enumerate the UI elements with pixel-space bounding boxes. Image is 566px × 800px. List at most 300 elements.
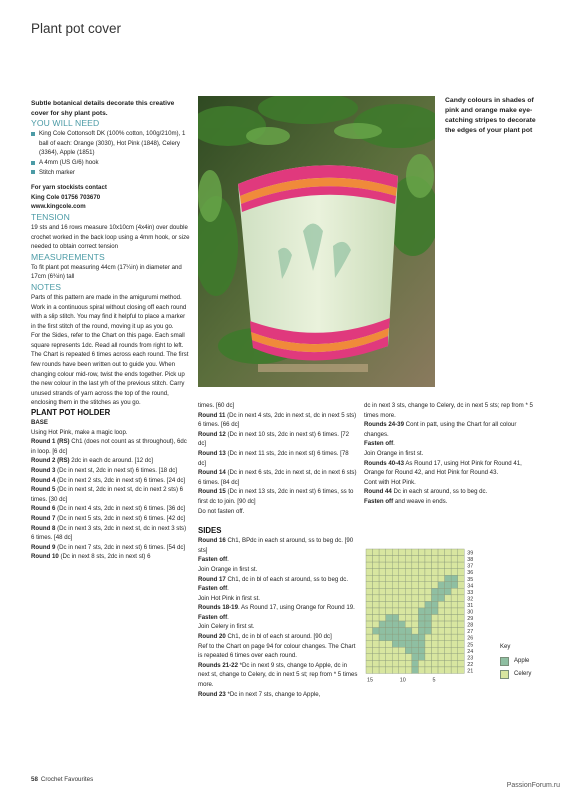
chart-cell [366,667,373,674]
notes-paragraph: Parts of this pattern are made in the amigurumi method. Work in a continuous spiral without closing off each round with a slip stitch. You may find it helpful to place a marker in the first stitch of the round, moving it up as you go. [31,293,187,330]
chart-cell [425,615,432,622]
colour-chart [365,548,500,693]
chart-cell [445,562,452,569]
chart-cell [432,654,439,661]
chart-cell [379,549,386,556]
chart-cell [418,569,425,576]
chart-cell [373,615,380,622]
round-text: . [227,613,229,621]
chart-cell [399,654,406,661]
chart-cell [445,608,452,615]
chart-cell [438,667,445,674]
chart-cell [451,621,458,628]
chart-cell [366,595,373,602]
chart-cell [418,562,425,569]
round-label: Round 12 [198,430,226,438]
chart-cell [373,641,380,648]
chart-cell [373,575,380,582]
notes-heading: NOTES [31,281,62,292]
chart-cell [432,575,439,582]
chart-cell [399,647,406,654]
chart-cell [373,654,380,661]
chart-cell [366,575,373,582]
round-text: Ref to the Chart on page 94 for colour changes. The Chart is repeated 6 times over each round. [198,642,356,660]
y-tick-label: 25 [467,642,474,649]
legend-item [500,670,531,679]
round-label: Rounds 24-39 [364,421,404,429]
legend-swatch [500,670,509,679]
chart-cell [438,562,445,569]
round-label: Round 23 [198,690,226,698]
chart-cell [418,641,425,648]
chart-cell [366,608,373,615]
chart-cell [418,582,425,589]
y-tick-label: 34 [467,583,474,590]
chart-cell [438,621,445,628]
chart-cell [438,582,445,589]
chart-cell [451,549,458,556]
chart-cell [373,569,380,576]
chart-cell [386,556,393,563]
x-tick-label: 15 [367,677,373,684]
chart-cell [405,641,412,648]
chart-cell [425,569,432,576]
chart-cell [438,549,445,556]
chart-cell [432,582,439,589]
base-label: BASE [31,419,48,427]
chart-cell [392,569,399,576]
chart-cell [399,582,406,589]
round-label: Rounds 40-43 [364,459,404,467]
chart-grid [365,548,500,688]
chart-cell [366,549,373,556]
chart-cell [373,601,380,608]
chart-cell [445,595,452,602]
left-column [31,99,191,562]
right-column [364,401,536,507]
chart-cell [451,654,458,661]
chart-cell [412,556,419,563]
chart-cell [373,556,380,563]
chart-cell [392,549,399,556]
photo-illustration [198,96,435,387]
chart-cell [392,582,399,589]
chart-cell [373,608,380,615]
chart-cell [405,667,412,674]
chart-cell [425,556,432,563]
chart-cell [379,582,386,589]
chart-cell [366,615,373,622]
chart-cell [412,562,419,569]
measurements-text: To fit plant pot measuring 44cm (17¼in) in diameter and 17cm (6¾in) tall [31,263,182,281]
chart-cell [425,647,432,654]
chart-cell [458,628,465,635]
y-tick-label: 38 [467,557,474,564]
chart-cell [405,569,412,576]
intro-text: Subtle botanical details decorate this creative cover for shy plant pots. [31,100,175,117]
chart-cell [438,654,445,661]
chart-cell [373,588,380,595]
chart-cell [405,588,412,595]
chart-cell [412,654,419,661]
chart-cell [412,667,419,674]
pattern-round [198,536,358,555]
chart-cell [405,647,412,654]
round-text: . As Round 17, using Orange for Round 19. [237,604,355,612]
chart-cell [386,654,393,661]
chart-cell [432,608,439,615]
pattern-round [31,514,191,524]
chart-cell [445,628,452,635]
base-rounds [31,437,191,562]
chart-cell [412,608,419,615]
round-label: Round 16 [198,537,226,545]
list-item [31,168,191,178]
chart-cell [399,556,406,563]
chart-cell [432,621,439,628]
chart-cell [399,549,406,556]
round-label: Round 13 [198,449,226,457]
chart-cell [399,615,406,622]
notes-paragraph: For the Sides, refer to the Chart on this page. Each small square represents 1dc. Read all rounds from right to left. The Chart is repeated 6 times across each round. The first few rounds have been written out to guide you. When changing colour mid-row, twist the ends together. Pick up the new colour in the last yrh of the previous stitch. Carry unused strands of yarn across the top of the round, enclosing them in the stitches as you go. [31,332,189,407]
round-text: Ch1 (does not count as st throughout), 6dc in loop. [6 dc] [31,438,187,455]
pattern-round [198,642,358,661]
pattern-round [31,466,191,476]
chart-cell [405,621,412,628]
round-text: and weave in ends. [393,497,448,505]
chart-cell [438,641,445,648]
chart-cell [399,595,406,602]
round-text: Join Hot Pink in first st. [198,594,260,602]
chart-cell [386,562,393,569]
legend-label: Celery [514,671,532,677]
pattern-round [198,603,358,613]
rounds-list [198,411,358,507]
chart-cell [438,660,445,667]
chart-cell [418,601,425,608]
chart-cell [386,582,393,589]
chart-cell [405,595,412,602]
y-tick-label: 29 [467,616,474,623]
chart-cell [392,601,399,608]
legend-title: Key [500,644,511,650]
chart-cell [432,588,439,595]
chart-cell [432,641,439,648]
chart-cell [379,569,386,576]
tension-heading: TENSION [31,211,70,222]
round-label: Round 17 [198,575,226,583]
no-fasten-text: Do not fasten off. [198,507,245,515]
watermark: PassionForum.ru [506,782,560,789]
chart-cell [418,575,425,582]
round-text: Dc in each st around, ss to beg dc. [391,488,488,496]
pattern-round [198,411,358,430]
chart-cell [418,608,425,615]
round-label: Round 3 [31,467,56,474]
y-tick-label: 33 [467,589,474,596]
chart-cell [386,608,393,615]
chart-cell [425,667,432,674]
round-text: (Dc in next 4 sts, 2dc in next st, dc in next 5 sts) 6 times. [66 dc] [198,411,357,429]
chart-cell [405,660,412,667]
round-text: *Dc in next 9 sts, change to Apple, dc in next st, change to Celery, dc in next 5 st; rep from * 5 times more. [198,661,358,689]
chart-cell [366,556,373,563]
round-label: Round 15 [198,488,226,496]
legend-swatch [500,657,509,666]
chart-cell [386,660,393,667]
round-label: Fasten off [364,440,394,448]
chart-cell [392,628,399,635]
chart-cell [366,634,373,641]
y-tick-label: 24 [467,648,474,655]
sides-heading: SIDES [198,526,222,536]
legend-label: Apple [514,658,530,664]
round-text: Join Orange in first st. [198,565,258,573]
chart-cell [379,615,386,622]
pattern-round [364,449,536,459]
pattern-round [364,420,536,439]
chart-cell [432,615,439,622]
chart-cell [451,595,458,602]
round-text: . [227,556,229,564]
list-item-text: Stitch marker [39,168,75,176]
chart-cell [366,621,373,628]
y-tick-label: 35 [467,576,474,583]
round-text: Join Orange in first st. [364,449,424,457]
chart-cell [399,628,406,635]
chart-cell [412,569,419,576]
chart-cell [399,667,406,674]
chart-cell [392,647,399,654]
chart-cell [399,569,406,576]
chart-cell [412,601,419,608]
chart-cell [379,628,386,635]
chart-cell [418,628,425,635]
stockists-link[interactable]: www.kingcole.com [31,203,86,211]
chart-cell [412,615,419,622]
chart-cell [438,575,445,582]
chart-cell [399,608,406,615]
chart-cell [412,575,419,582]
chart-legend [500,643,531,679]
chart-cell [438,608,445,615]
round-text: Ch1, dc in bl of each st around, ss to beg dc. [225,575,349,583]
chart-cell [366,588,373,595]
chart-cell [373,660,380,667]
chart-cell [418,549,425,556]
chart-cell [445,556,452,563]
y-tick-label: 23 [467,655,474,662]
pattern-round [364,487,536,497]
pattern-round [31,524,191,543]
round-text: (Dc in next 4 sts, 2dc in next st) 6 times. [36 dc] [55,505,186,513]
chart-cell [438,601,445,608]
chart-cell [392,575,399,582]
chart-cell [458,595,465,602]
round-text: (Dc in next 7 sts, 2dc in next st) 6 times. [54 dc] [55,543,186,551]
round-label: Fasten off [198,585,228,593]
chart-cell [458,588,465,595]
chart-cell [392,660,399,667]
chart-cell [432,549,439,556]
chart-cell [379,556,386,563]
round-label: Rounds 18-19 [198,604,238,612]
chart-cell [438,647,445,654]
chart-cell [432,628,439,635]
chart-cell [379,595,386,602]
chart-cell [386,569,393,576]
chart-cell [366,601,373,608]
stockists-phone: King Cole 01756 703670 [31,193,101,201]
pattern-round [198,661,358,690]
y-tick-label: 22 [467,661,474,668]
chart-cell [458,660,465,667]
chart-cell [392,634,399,641]
chart-cell [451,634,458,641]
pattern-round [198,468,358,487]
y-tick-label: 26 [467,635,474,642]
round-text: *Dc in next 7 sts, change to Apple, [225,690,321,698]
round-text: (Dc in next 3 sts, 2dc in next st, dc in next 3 sts) 6 times. [48 dc] [31,524,187,542]
pattern-round [364,478,536,488]
chart-cell [458,634,465,641]
chart-cell [405,549,412,556]
round-label: Round 1 (RS) [31,438,70,446]
y-tick-label: 30 [467,609,474,616]
round-text: . [393,440,395,448]
chart-cell [445,654,452,661]
chart-cell [386,667,393,674]
chart-cell [386,601,393,608]
chart-cell [392,667,399,674]
round-text: (Dc in next 10 sts, 2dc in next st) 6 times. [72 dc] [198,430,350,448]
tension-text: 19 sts and 16 rows measure 10x10cm (4x4in) over double crochet worked in the back loop using a 4mm hook, or size needed to obtain correct tension [31,223,190,251]
y-tick-label: 28 [467,622,474,629]
chart-cell [425,601,432,608]
chart-cell [379,621,386,628]
chart-cell [451,582,458,589]
chart-cell [451,641,458,648]
pattern-round [31,437,191,456]
middle-column [198,401,358,699]
round-text: Ch1, BPdc in each st around, ss to beg dc. [90 sts] [198,537,354,554]
pattern-round [198,449,358,468]
chart-cell [412,582,419,589]
chart-cell [405,654,412,661]
chart-cell [451,628,458,635]
chart-cell [438,634,445,641]
chart-cell [451,667,458,674]
pattern-round [31,543,191,553]
chart-cell [445,588,452,595]
chart-cell [418,595,425,602]
measurements-heading: MEASUREMENTS [31,251,105,262]
chart-cell [425,621,432,628]
chart-cell [432,569,439,576]
pattern-round [31,504,191,514]
chart-cell [412,621,419,628]
pattern-round [198,613,358,623]
chart-cell [438,588,445,595]
list-item-text: A 4mm (US G/6) hook [39,158,99,166]
round-label: Round 2 (RS) [31,457,70,465]
chart-cell [386,615,393,622]
round-label: Round 8 [31,524,56,532]
pattern-round [198,430,358,449]
round-text: (Dc in next 2 sts, 2dc in next st) 6 times. [24 dc] [55,476,186,484]
round-text: Cont with Hot Pink. [364,478,416,486]
chart-cell [373,628,380,635]
pattern-round [364,459,536,478]
round-label: Round 4 [31,476,56,484]
pattern-round [31,456,191,466]
page-footer [31,776,93,783]
chart-cell [399,621,406,628]
chart-cell [386,621,393,628]
chart-cell [458,641,465,648]
round-text: (Dc in next 6 sts, 2dc in next st, dc in next 6 sts) 6 times. [84 dc] [198,469,357,486]
chart-cell [405,628,412,635]
x-tick-label: 10 [399,677,406,684]
pattern-round [198,690,358,700]
x-tick-label: 5 [432,677,436,684]
chart-cell [373,562,380,569]
chart-cell [418,621,425,628]
y-tick-label: 32 [467,596,474,603]
sides-rounds [198,536,358,699]
you-will-need-heading: YOU WILL NEED [31,118,100,129]
chart-cell [438,595,445,602]
chart-cell [458,608,465,615]
y-tick-label: 21 [467,668,474,675]
chart-cell [445,667,452,674]
round-text: (Dc in next 11 sts, 2dc in next st) 6 times. [78 dc] [198,449,349,467]
chart-cell [366,641,373,648]
chart-cell [373,595,380,602]
round-label: Rounds 21-22 [198,661,238,669]
chart-cell [379,667,386,674]
chart-cell [366,582,373,589]
chart-cell [458,654,465,661]
chart-cell [445,582,452,589]
chart-cell [438,569,445,576]
round-label: Fasten off [198,556,228,564]
chart-cell [405,634,412,641]
chart-cell [386,641,393,648]
y-tick-label: 27 [467,629,474,636]
chart-cell [412,641,419,648]
chart-cell [432,660,439,667]
chart-cell [373,647,380,654]
chart-cell [379,601,386,608]
round-label: Round 44 [364,488,392,496]
chart-cell [445,549,452,556]
round-continuation: times. [60 dc] [198,402,235,409]
chart-cell [418,615,425,622]
holder-heading: PLANT POT HOLDER [31,408,111,418]
pattern-round [31,485,191,504]
chart-cell [366,660,373,667]
chart-cell [366,647,373,654]
stockists-line: For yarn stockists contact [31,184,107,192]
chart-cell [458,549,465,556]
pattern-round [198,632,358,642]
chart-cell [432,601,439,608]
pattern-round [198,594,358,604]
round-label: Round 9 [31,543,56,551]
round-label: Round 7 [31,514,56,522]
chart-cell [386,647,393,654]
